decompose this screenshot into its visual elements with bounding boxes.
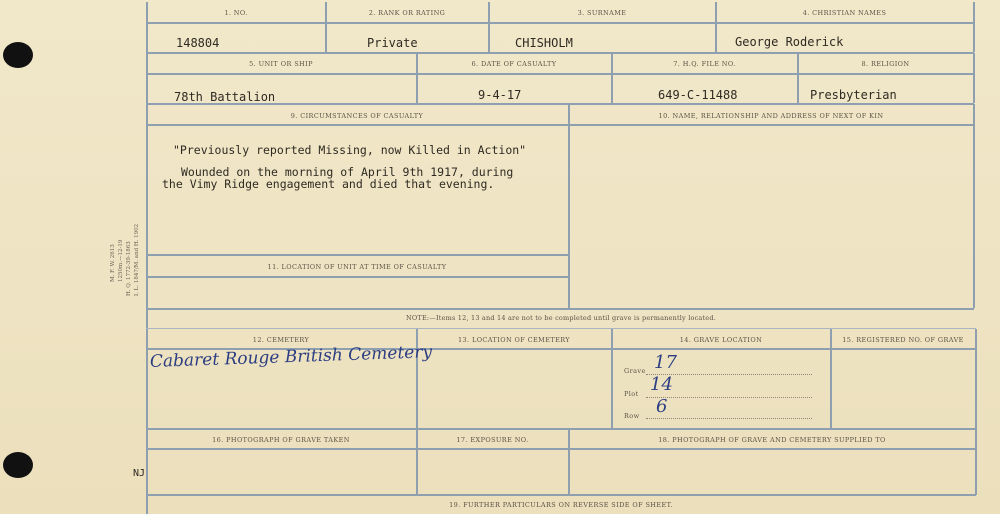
label-exposure: 17. EXPOSURE NO.: [456, 436, 529, 444]
label-plot: Plot: [624, 390, 639, 398]
label-religion: 8. RELIGION: [861, 60, 910, 68]
value-grave: 17: [654, 352, 677, 373]
note-text: NOTE:—Items 12, 13 and 14 are not to be completed until grave is permanently located.: [406, 314, 716, 322]
rule: [146, 124, 974, 126]
label-grave: Grave: [624, 367, 646, 375]
value-plot: 14: [650, 374, 673, 395]
label-cemetery: 12. CEMETERY: [252, 336, 310, 344]
label-christian-names: 4. CHRISTIAN NAMES: [802, 9, 887, 17]
label-registered-no: 15. REGISTERED NO. OF GRAVE: [842, 336, 964, 344]
initials: NJ: [133, 468, 146, 479]
value-row: 6: [656, 396, 668, 417]
divider: [973, 104, 975, 308]
divider: [975, 429, 977, 495]
side-print-3: H. Q. 1772-39-1863: [126, 241, 132, 296]
side-print-4: I. L. 1847/M. and H. 1902: [134, 223, 140, 296]
punch-hole-bottom: [3, 452, 33, 478]
label-circumstances: 9. CIRCUMSTANCES OF CASUALTY: [290, 112, 424, 120]
rule: [146, 448, 976, 450]
label-file: 7. H.Q. FILE NO.: [673, 60, 736, 68]
label-photo-supplied: 18. PHOTOGRAPH OF GRAVE AND CEMETERY SUPPLIED TO: [658, 436, 886, 444]
rule: [146, 73, 974, 75]
label-location-of-unit: 11. LOCATION OF UNIT AT TIME OF CASUALTY: [267, 263, 447, 271]
circumstances-line-1: "Previously reported Missing, now Killed in Action": [173, 143, 527, 157]
rule: [146, 308, 974, 310]
rule: [146, 22, 974, 24]
label-unit: 5. UNIT OR SHIP: [249, 60, 313, 68]
value-religion: Presbyterian: [810, 88, 897, 102]
side-print-2: 1250m.—12-19: [118, 239, 124, 282]
label-no: 1. NO.: [224, 9, 248, 17]
value-date: 9-4-17: [478, 88, 522, 102]
divider: [568, 104, 570, 308]
label-next-of-kin: 10. NAME, RELATIONSHIP AND ADDRESS OF NEXT OF KIN: [658, 112, 884, 120]
divider: [973, 2, 975, 52]
value-no: 148804: [176, 36, 220, 50]
rule: [146, 494, 976, 496]
value-christian-names: George Roderick: [735, 35, 844, 49]
rule: [146, 428, 976, 430]
divider: [975, 329, 977, 429]
row-line: [646, 418, 812, 419]
rule: [146, 52, 974, 54]
circumstances-line-3: the Vimy Ridge engagement and died that evening.: [162, 177, 495, 191]
label-location-of-cemetery: 13. LOCATION OF CEMETERY: [457, 336, 571, 344]
rule: [146, 254, 568, 256]
value-cemetery: Cabaret Rouge British Cemetery: [149, 342, 433, 372]
label-further-particulars: 19. FURTHER PARTICULARS ON REVERSE SIDE OF SHEET.: [449, 501, 673, 509]
plot-line: [646, 397, 812, 398]
rule: [146, 276, 568, 278]
divider: [611, 329, 613, 429]
value-unit: 78th Battalion: [174, 90, 276, 104]
punch-hole-top: [3, 42, 33, 68]
label-grave-location: 14. GRAVE LOCATION: [679, 336, 763, 344]
label-photo-taken: 16. PHOTOGRAPH OF GRAVE TAKEN: [212, 436, 350, 444]
label-date: 6. DATE OF CASUALTY: [471, 60, 557, 68]
label-row: Row: [624, 412, 640, 420]
rule: [146, 328, 976, 329]
divider: [830, 329, 832, 429]
side-print-1: M. F. W. 2613: [110, 244, 116, 282]
label-rank: 2. RANK OR RATING: [368, 9, 446, 17]
value-surname: CHISHOLM: [515, 36, 573, 50]
circumstances-line-2: Wounded on the morning of April 9th 1917, during: [181, 165, 514, 179]
label-surname: 3. SURNAME: [577, 9, 627, 17]
divider: [973, 53, 975, 103]
value-file: 649-C-11488: [658, 88, 738, 102]
value-rank: Private: [367, 36, 418, 50]
